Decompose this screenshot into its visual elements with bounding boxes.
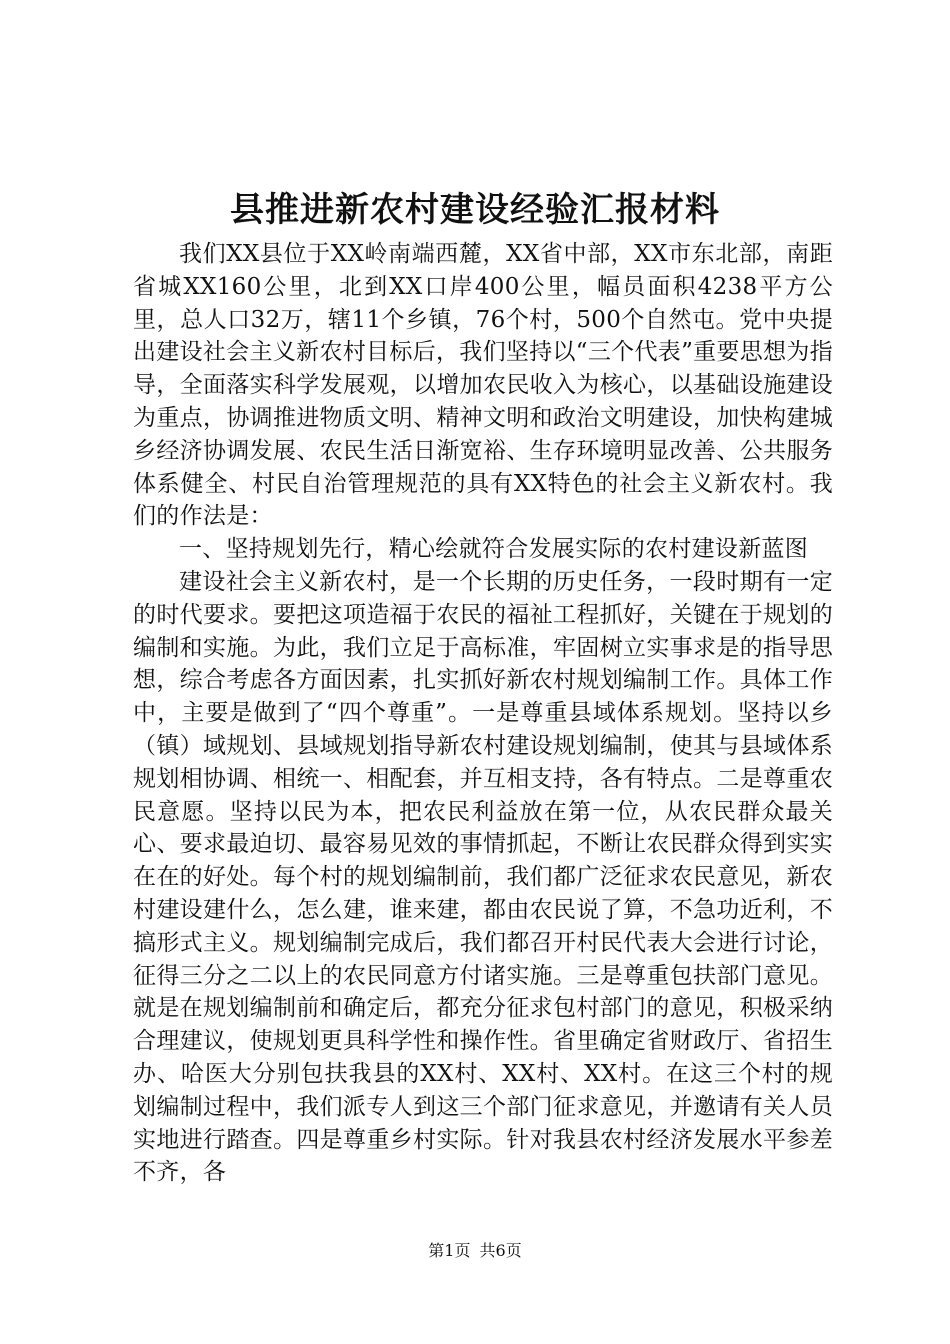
document-title: 县推进新农村建设经验汇报材料 <box>230 190 720 230</box>
section-heading-1: 一、坚持规划先行，精心绘就符合发展实际的农村建设新蓝图 <box>179 536 809 563</box>
paragraph-intro: 我们XX县位于XX岭南端西麓，XX省中部，XX市东北部，南距省城XX160公里，北到XX口岸400公里，幅员面积4238平方公里，总人口32万，辖11个乡镇，76个村，500个自然屯。党中央提出建设社会主义新农村目标后，我们坚持以“三个代表”重要思想为指导，全面落实科学发展观，以增加农民收入为核心，以基础设施建设为重点，协调推进物质文明、精神文明和政治文明建设，加快构建城乡经济协调发展、农民生活日渐宽裕、生存环境明显改善、公共服务体系健全、村民自治管理规范的具有XX特色的社会主义新农村。我们的作法是： <box>133 241 833 530</box>
paragraph-section-1: 建设社会主义新农村，是一个长期的历史任务，一段时期有一定的时代要求。要把这项造福于农民的福祉工程抓好，关键在于规划的编制和实施。为此，我们立足于高标准，牢固树立实事求是的指导思想，综合考虑各方面因素，扎实抓好新农村规划编制工作。具体工作中，主要是做到了“四个尊重”。一是尊重县域体系规划。坚持以乡（镇）域规划、县域规划指导新农村建设规划编制，使其与县域体系规划相协调、相统一、相配套，并互相支持，各有特点。二是尊重农民意愿。坚持以民为本，把农民利益放在第一位，从农民群众最关心、要求最迫切、最容易见效的事情抓起，不断让农民群众得到实实在在的好处。每个村的规划编制前，我们都广泛征求农民意见，新农村建设建什么，怎么建，谁来建，都由农民说了算，不急功近利，不搞形式主义。规划编制完成后，我们都召开村民代表大会进行讨论，征得三分之二以上的农民同意方付诸实施。三是尊重包扶部门意见。就是在规划编制前和确定后，都充分征求包村部门的意见，积极采纳合理建议，使规划更具科学性和操作性。省里确定省财政厅、省招生办、哈医大分别包扶我县的XX村、XX村、XX村。在这三个村的规划编制过程中，我们派专人到这三个部门征求意见，并邀请有关人员实地进行踏查。四是尊重乡村实际。针对我县农村经济发展水平参差不齐，各 <box>133 568 833 1186</box>
document-body <box>133 238 833 1189</box>
page-number-footer: 第1页 共6页 <box>428 1241 522 1260</box>
